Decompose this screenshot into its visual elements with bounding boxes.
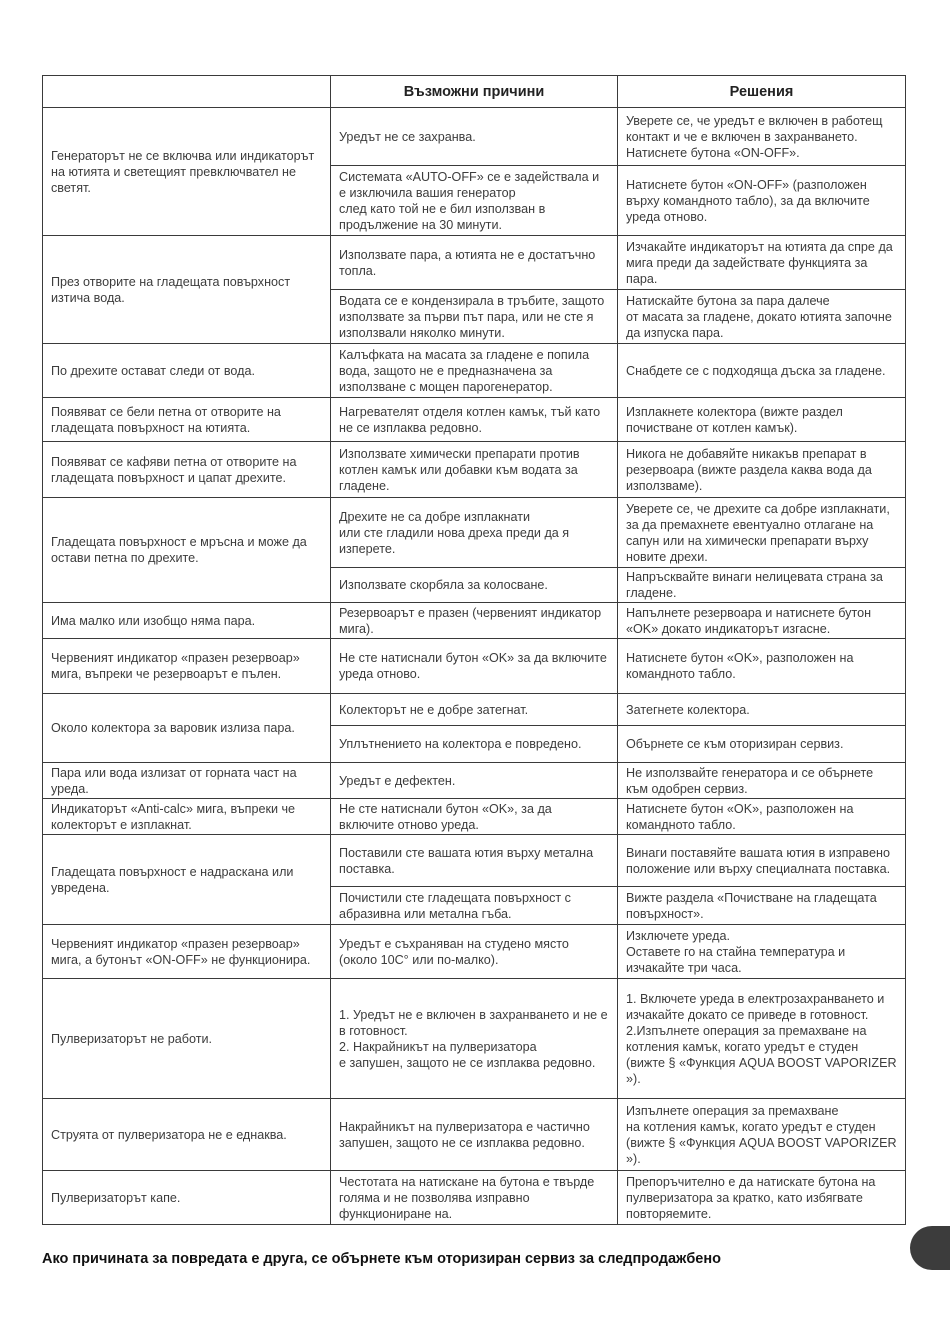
solution-cell: Натискайте бутона за пара далече от масата за гладене, докато ютията започне да изпуска пара. (618, 290, 906, 344)
solution-cell: Уверете се, че дрехите са добре изплакнати, за да премахнете евентуално отлагане на сапун или на химически препарати върху новите дрехи. (618, 498, 906, 568)
cause-cell: Уредът е дефектен. (331, 763, 618, 799)
cause-cell: 1. Уредът не е включен в захранването и не е в готовност. 2. Накрайникът на пулверизатора е запушен, защото не се изплаква редовно. (331, 979, 618, 1099)
solution-cell: Обърнете се към оторизиран сервиз. (618, 726, 906, 763)
troubleshooting-table (42, 75, 906, 1225)
cause-cell: Използвате химически препарати против котлен камък или добавки към водата за гладене. (331, 442, 618, 498)
solution-cell: Натиснете бутон «ON-OFF» (разположен върху командното табло), за да включите уреда отново. (618, 166, 906, 236)
cause-cell: Резервоарът е празен (червеният индикатор мига). (331, 603, 618, 639)
solution-cell: Вижте раздела «Почистване на гладещата повърхност». (618, 887, 906, 925)
solution-cell: Изключете уреда. Оставете го на стайна температура и изчакайте три часа. (618, 925, 906, 979)
cause-cell: Почистили сте гладещата повърхност с абразивна или метална гъба. (331, 887, 618, 925)
cause-cell: Честотата на натискане на бутона е твърде голяма и не позволява изправно функциониране на. (331, 1171, 618, 1225)
cause-cell: Нагревателят отделя котлен камък, тъй като не се изплаква редовно. (331, 398, 618, 442)
problem-cell: Струята от пулверизатора не е еднаква. (43, 1099, 331, 1171)
solution-cell: Винаги поставяйте вашата ютия в изправено положение или върху специалната поставка. (618, 835, 906, 887)
problem-cell: Има малко или изобщо няма пара. (43, 603, 331, 639)
cause-cell: Накрайникът на пулверизатора е частично запушен, защото не се изплаква редовно. (331, 1099, 618, 1171)
table-row (43, 799, 906, 835)
table-row (43, 498, 906, 568)
table-row (43, 1099, 906, 1171)
table-row (43, 236, 906, 290)
table-row (43, 639, 906, 694)
table-row (43, 763, 906, 799)
header-causes: Възможни причини (331, 76, 618, 108)
table-row (43, 108, 906, 166)
table-row (43, 398, 906, 442)
table-row (43, 442, 906, 498)
problem-cell: Гладещата повърхност е мръсна и може да остави петна по дрехите. (43, 498, 331, 603)
table-body (43, 108, 906, 1225)
problem-cell: През отворите на гладещата повърхност изтича вода. (43, 236, 331, 344)
table-row (43, 835, 906, 887)
problem-cell: Червеният индикатор «празен резервоар» мига, въпреки че резервоарът е пълен. (43, 639, 331, 694)
cause-cell: Не сте натиснали бутон «OK», за да включите отново уреда. (331, 799, 618, 835)
table-row (43, 979, 906, 1099)
problem-cell: Червеният индикатор «празен резервоар» мига, а бутонът «ON-OFF» не функционира. (43, 925, 331, 979)
solution-cell: Натиснете бутон «OK», разположен на командното табло. (618, 799, 906, 835)
cause-cell: Уплътнението на колектора е повредено. (331, 726, 618, 763)
problem-cell: Пара или вода излизат от горната част на уреда. (43, 763, 331, 799)
solution-cell: Изплакнете колектора (вижте раздел почистване от котлен камък). (618, 398, 906, 442)
cause-cell: Уредът не се захранва. (331, 108, 618, 166)
cause-cell: Дрехите не са добре изплакнати или сте гладили нова дреха преди да я изперете. (331, 498, 618, 568)
solution-cell: Изпълнете операция за премахване на котления камък, когато уредът е студен (вижте § «Функция AQUA BOOST VAPORIZER »). (618, 1099, 906, 1171)
table-row (43, 603, 906, 639)
table-row (43, 344, 906, 398)
table-row (43, 1171, 906, 1225)
solution-cell: Никога не добавяйте никакъв препарат в резервоара (вижте раздела каква вода да използваме). (618, 442, 906, 498)
cause-cell: Не сте натиснали бутон «OK» за да включите уреда отново. (331, 639, 618, 694)
problem-cell: Индикаторът «Anti-calc» мига, въпреки че колекторът е изплакнат. (43, 799, 331, 835)
cause-cell: Използвате пара, а ютията не е достатъчно топла. (331, 236, 618, 290)
solution-cell: Препоръчително е да натискате бутона на пулверизатора за кратко, като избягвате повторяемите. (618, 1171, 906, 1225)
problem-cell: Появяват се бели петна от отворите на гладещата повърхност на ютията. (43, 398, 331, 442)
table-header-row (43, 76, 906, 108)
solution-cell: Не използвайте генератора и се обърнете към одобрен сервиз. (618, 763, 906, 799)
problem-cell: Гладещата повърхност е надраскана или увредена. (43, 835, 331, 925)
solution-cell: Снабдете се с подходяща дъска за гладене. (618, 344, 906, 398)
solution-cell: 1. Включете уреда в електрозахранването и изчакайте докато се приведе в готовност. 2.Изпълнете операция за премахване на котления камък, когато уредът е студен (вижте § «Функция AQUA BOOST VAPORIZER »). (618, 979, 906, 1099)
cause-cell: Системата «AUTO-OFF» се е задействала и е изключила вашия генератор след като той не е бил използван в продължение на 30 минути. (331, 166, 618, 236)
solution-cell: Уверете се, че уредът е включен в работещ контакт и че е включен в захранването. Натиснете бутона «ON-OFF». (618, 108, 906, 166)
solution-cell: Напръсквайте винаги нелицевата страна за гладене. (618, 568, 906, 603)
solution-cell: Напълнете резервоара и натиснете бутон «OK» докато индикаторът изгасне. (618, 603, 906, 639)
solution-cell: Натиснете бутон «OK», разположен на командното табло. (618, 639, 906, 694)
footnote: Ако причината за повредата е друга, се обърнете към оторизиран сервиз за следпродажбено (42, 1251, 721, 1267)
cause-cell: Поставили сте вашата ютия върху метална поставка. (331, 835, 618, 887)
problem-cell: По дрехите остават следи от вода. (43, 344, 331, 398)
problem-cell: Пулверизаторът не работи. (43, 979, 331, 1099)
table-row (43, 925, 906, 979)
problem-cell: Генераторът не се включва или индикаторът на ютията и светещият превключвател не светят. (43, 108, 331, 236)
solution-cell: Изчакайте индикаторът на ютията да спре да мига преди да задействате функцията за пара. (618, 236, 906, 290)
solution-cell: Затегнете колектора. (618, 694, 906, 726)
cause-cell: Колекторът не е добре затегнат. (331, 694, 618, 726)
header-problem (43, 76, 331, 108)
table-row (43, 694, 906, 726)
problem-cell: Около колектора за варовик излиза пара. (43, 694, 331, 763)
problem-cell: Пулверизаторът капе. (43, 1171, 331, 1225)
problem-cell: Появяват се кафяви петна от отворите на гладещата повърхност и цапат дрехите. (43, 442, 331, 498)
cause-cell: Водата се е кондензирала в тръбите, защото използвате за първи път пара, или не сте я използвали няколко минути. (331, 290, 618, 344)
header-solutions: Решения (618, 76, 906, 108)
cause-cell: Уредът е съхраняван на студено място (около 10C° или по-малко). (331, 925, 618, 979)
cause-cell: Калъфката на масата за гладене е попила вода, защото не е предназначена за използване с мощен парогенератор. (331, 344, 618, 398)
cause-cell: Използвате скорбяла за колосване. (331, 568, 618, 603)
page-tab-marker (910, 1226, 950, 1270)
